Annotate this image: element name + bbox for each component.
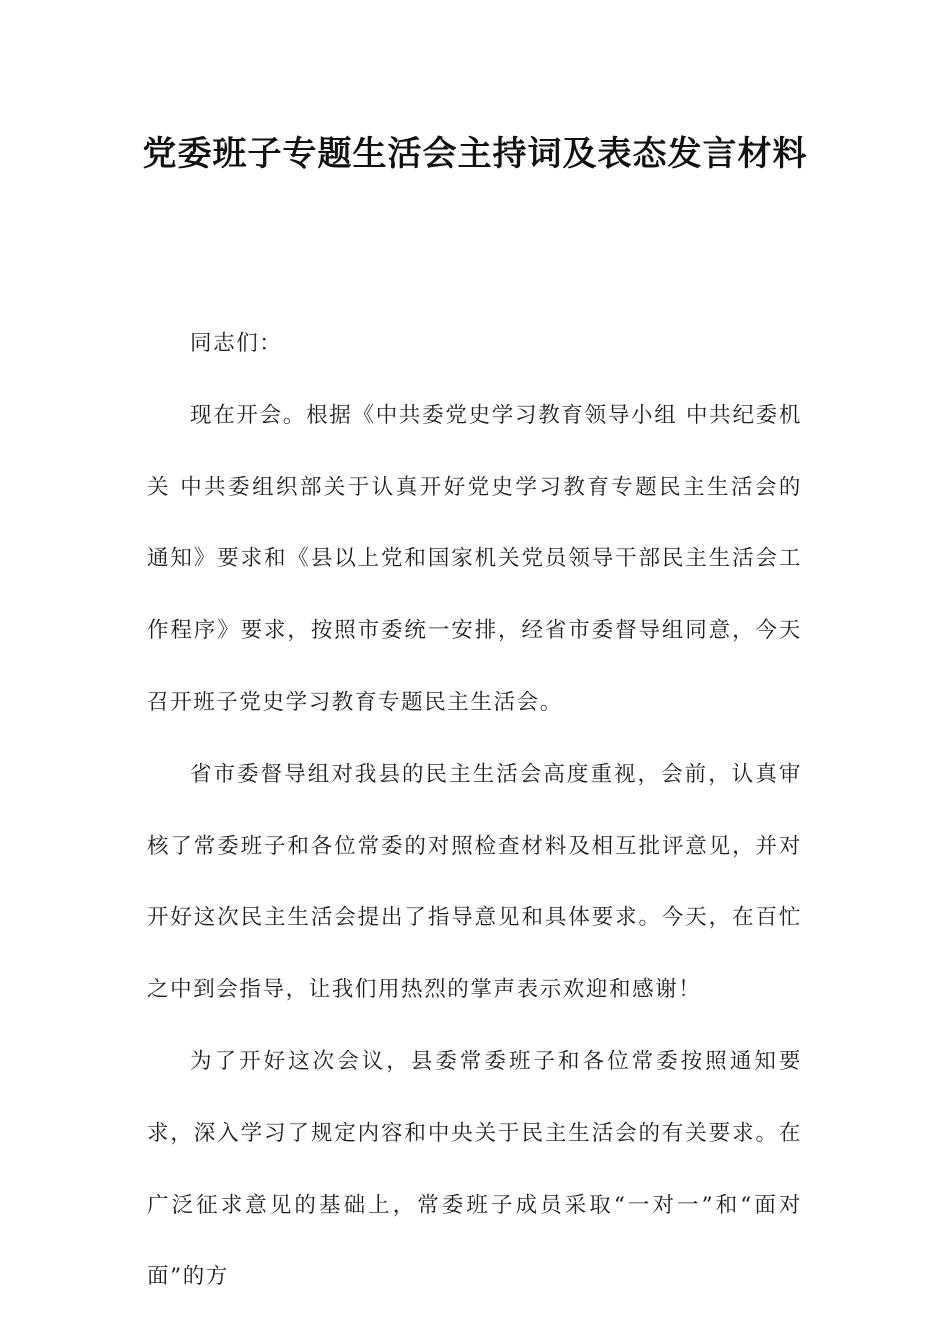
document-title: 党委班子专题生活会主持词及表态发言材料 — [142, 134, 808, 174]
document-body — [147, 308, 802, 1313]
paragraph-opening: 现在开会。根据《中共委党史学习教育领导小组 中共纪委机关 中共委组织部关于认真开好党史学习教育专题民主生活会的通知》要求和《县以上党和国家机关党员领导干部民主生活会工作程序》要求，按照市委统一安排，经省市委督导组同意，今天召开班子党史学习教育专题民主生活会。 — [147, 402, 802, 715]
paragraph-greeting: 同志们： — [190, 331, 283, 356]
paragraph-supervision: 省市委督导组对我县的民主生活会高度重视，会前，认真审核了常委班子和各位常委的对照检查材料及相互批评意见，并对开好这次民主生活会提出了指导意见和具体要求。今天，在百忙之中到会指导，让我们用热烈的掌声表示欢迎和感谢！ — [147, 761, 802, 1003]
paragraph-preparation: 为了开好这次会议，县委常委班子和各位常委按照通知要求，深入学习了规定内容和中央关于民主生活会的有关要求。在广泛征求意见的基础上，常委班子成员采取“一对一”和“面对面”的方 — [147, 1048, 802, 1290]
